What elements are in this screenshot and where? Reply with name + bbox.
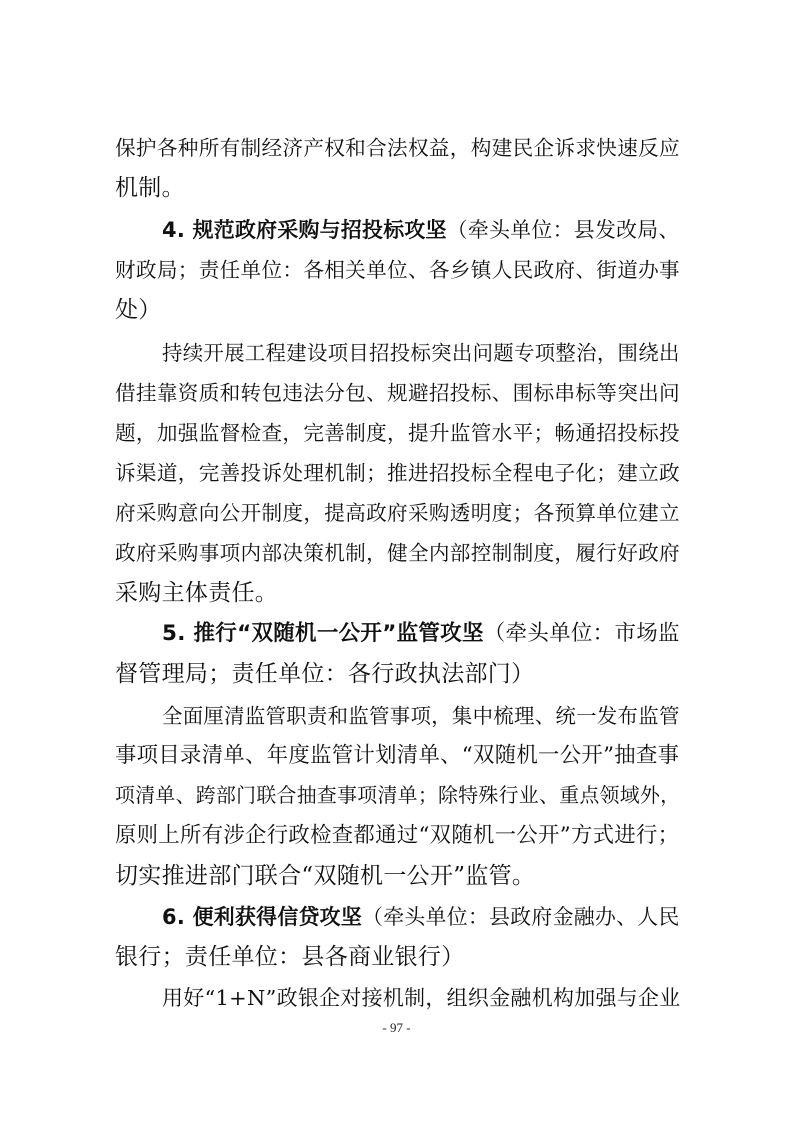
section-heading-4 [162,210,685,250]
section-number: 4. [162,218,193,242]
paragraph-line: 持续开展工程建设项目招投标突出问题专项整治，围绕出 [162,341,680,365]
section-responsibility-line: 银行；责任单位：县各商业银行） [115,944,465,970]
paragraph-line: 用好“1+N”政银企对接机制，组织金融机构加强与企业 [162,986,681,1010]
paragraph-line: 诉渠道，完善投诉处理机制；推进招投标全程电子化；建立政 [115,461,680,485]
section-responsibility: （牵头单位：市场监 [483,621,680,646]
paragraph-line: 切实推进部门联合“双随机一公开”监管。 [115,863,536,889]
section-title: 便利获得信贷攻坚 [192,905,363,929]
paragraph-line: 事项目录清单、年度监管计划清单、“双随机一公开”抽查事 [115,743,680,768]
section-heading-6 [162,897,685,937]
section-number: 5. [162,621,194,646]
paragraph-line: 采购主体责任。 [115,580,279,606]
section-title: 推行“双随机一公开”监管攻坚 [193,621,484,646]
page-number: - 97 - [382,1020,411,1035]
paragraph-line: 题，加强监督检查，完善制度，提升监管水平；畅通招投标投 [115,421,680,445]
section-responsibility-line: 财政局；责任单位：各相关单位、各乡镇人民政府、街道办事 [115,258,680,282]
paragraph-line: 府采购意向公开制度，提高政府采购透明度；各预算单位建立 [115,501,680,525]
paragraph-line: 保护各种所有制经济产权和合法权益，构建民企诉求快速反应 [115,136,680,160]
section-heading-5 [162,614,685,654]
paragraph-line: 全面厘清监管职责和监管事项，集中梳理、统一发布监管 [162,704,680,728]
paragraph-line: 原则上所有涉企行政检查都通过“双随机一公开”方式进行； [115,823,680,848]
paragraph-line: 机制。 [115,175,185,201]
section-responsibility: （牵头单位：县发改局、 [446,218,680,242]
paragraph-line: 借挂靠资质和转包违法分包、规避招投标、围标串标等突出问 [115,381,680,405]
section-responsibility-line: 督管理局；责任单位：各行政执法部门） [115,661,535,687]
paragraph-line: 政府采购事项内部决策机制，健全内部控制制度，履行好政府 [115,541,680,565]
section-responsibility-line: 处） [115,297,162,323]
section-responsibility: （牵头单位：县政府金融办、人民 [362,905,680,929]
paragraph-line: 项清单、跨部门联合抽查事项清单；除特殊行业、重点领域外， [115,784,681,807]
section-number: 6. [162,905,193,929]
section-title: 规范政府采购与招投标攻坚 [192,218,447,242]
